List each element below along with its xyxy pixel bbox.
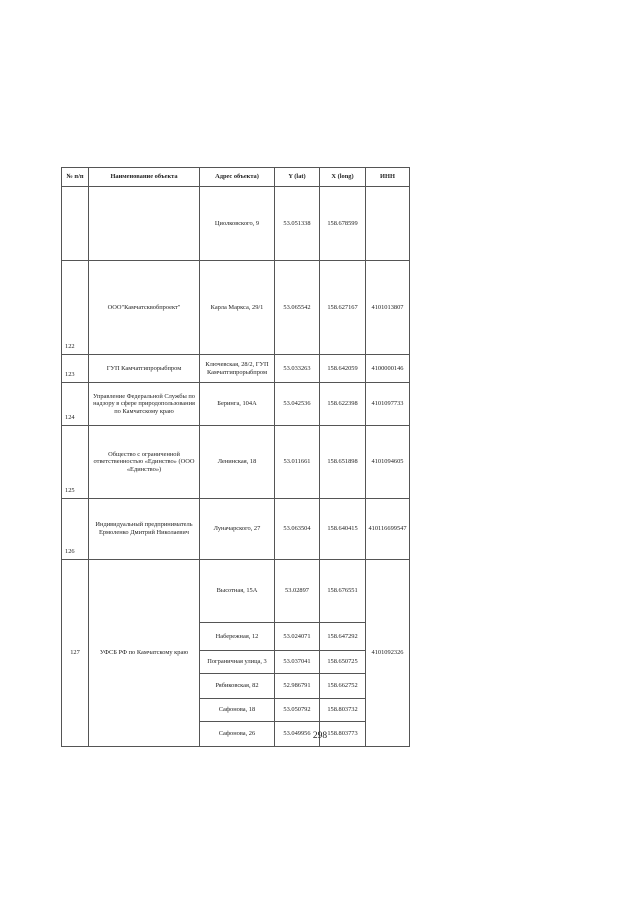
lat-cell: 53.02897 bbox=[275, 560, 320, 623]
lat-cell: 53.051338 bbox=[275, 187, 320, 261]
num-cell: 125 bbox=[62, 426, 89, 499]
long-cell: 158.642059 bbox=[320, 355, 366, 383]
header-num: № п/п bbox=[62, 168, 89, 187]
inn-cell: 4101092326 bbox=[366, 560, 410, 747]
lat-cell: 53.063504 bbox=[275, 499, 320, 560]
lat-cell: 53.042536 bbox=[275, 383, 320, 426]
table-row bbox=[62, 426, 410, 499]
table-row bbox=[62, 261, 410, 355]
address-cell: Высотная, 15А bbox=[200, 560, 275, 623]
long-cell: 158.627167 bbox=[320, 261, 366, 355]
lat-cell: 53.011661 bbox=[275, 426, 320, 499]
address-cell: Луначарского, 27 bbox=[200, 499, 275, 560]
table-row bbox=[62, 187, 410, 261]
table-row bbox=[62, 560, 410, 623]
inn-cell: 410116699547 bbox=[366, 499, 410, 560]
address-cell: Набережная, 12 bbox=[200, 623, 275, 651]
name-cell bbox=[89, 187, 200, 261]
lat-cell: 53.033263 bbox=[275, 355, 320, 383]
num-cell bbox=[62, 187, 89, 261]
page-number: 298 bbox=[312, 731, 328, 741]
name-cell: Общество с ограниченной ответственностью «Единство» (ООО «Единство») bbox=[89, 426, 200, 499]
long-cell: 158.676551 bbox=[320, 560, 366, 623]
long-cell: 158.803773 bbox=[320, 722, 366, 747]
header-lat: Y (lat) bbox=[275, 168, 320, 187]
long-cell: 158.647292 bbox=[320, 623, 366, 651]
name-cell: УФСБ РФ по Камчатскому краю bbox=[89, 560, 200, 747]
address-cell: Циолковского, 9 bbox=[200, 187, 275, 261]
header-row bbox=[62, 168, 410, 187]
num-cell: 123 bbox=[62, 355, 89, 383]
long-cell: 158.678599 bbox=[320, 187, 366, 261]
inn-cell: 4101013807 bbox=[366, 261, 410, 355]
address-cell: Рябиковская, 82 bbox=[200, 674, 275, 699]
address-cell: Пограничная улица, 3 bbox=[200, 651, 275, 674]
inn-cell: 4101097733 bbox=[366, 383, 410, 426]
name-cell: Управление Федеральной Службы по надзору в сфере природопользования по Камчатскому краю bbox=[89, 383, 200, 426]
num-cell: 124 bbox=[62, 383, 89, 426]
num-cell: 126 bbox=[62, 499, 89, 560]
inn-cell bbox=[366, 187, 410, 261]
long-cell: 158.650725 bbox=[320, 651, 366, 674]
lat-cell: 52.986791 bbox=[275, 674, 320, 699]
long-cell: 158.640415 bbox=[320, 499, 366, 560]
long-cell: 158.622398 bbox=[320, 383, 366, 426]
num-cell: 127 bbox=[62, 560, 89, 747]
header-address: Адрес объекта) bbox=[200, 168, 275, 187]
name-cell: Индивидуальный предприниматель Ермоленко Дмитрий Николаевич bbox=[89, 499, 200, 560]
lat-cell: 53.050792 bbox=[275, 699, 320, 722]
table-row bbox=[62, 383, 410, 426]
lat-cell: 53.065542 bbox=[275, 261, 320, 355]
address-cell: Карла Маркса, 29/1 bbox=[200, 261, 275, 355]
long-cell: 158.803732 bbox=[320, 699, 366, 722]
name-cell: ГУП Камчатгипрорыбпром bbox=[89, 355, 200, 383]
objects-table bbox=[61, 167, 410, 747]
lat-cell: 53.037041 bbox=[275, 651, 320, 674]
table-row bbox=[62, 355, 410, 383]
name-cell: ООО"Камчатсквобпроект" bbox=[89, 261, 200, 355]
inn-cell: 4101094605 bbox=[366, 426, 410, 499]
long-cell: 158.662752 bbox=[320, 674, 366, 699]
long-cell: 158.651898 bbox=[320, 426, 366, 499]
lat-cell: 53.049956 bbox=[275, 722, 320, 747]
address-cell: Ленинская, 18 bbox=[200, 426, 275, 499]
address-cell: Сафонова, 18 bbox=[200, 699, 275, 722]
address-cell: Беринга, 104А bbox=[200, 383, 275, 426]
lat-cell: 53.024071 bbox=[275, 623, 320, 651]
address-cell: Ключевская, 28/2, ГУП Камчатгипрорыбпром bbox=[200, 355, 275, 383]
header-name: Наименование объекта bbox=[89, 168, 200, 187]
num-cell: 122 bbox=[62, 261, 89, 355]
header-long: X (long) bbox=[320, 168, 366, 187]
table-row bbox=[62, 499, 410, 560]
inn-cell: 4100000146 bbox=[366, 355, 410, 383]
header-inn: ИНН bbox=[366, 168, 410, 187]
address-cell: Сафонова, 26 bbox=[200, 722, 275, 747]
